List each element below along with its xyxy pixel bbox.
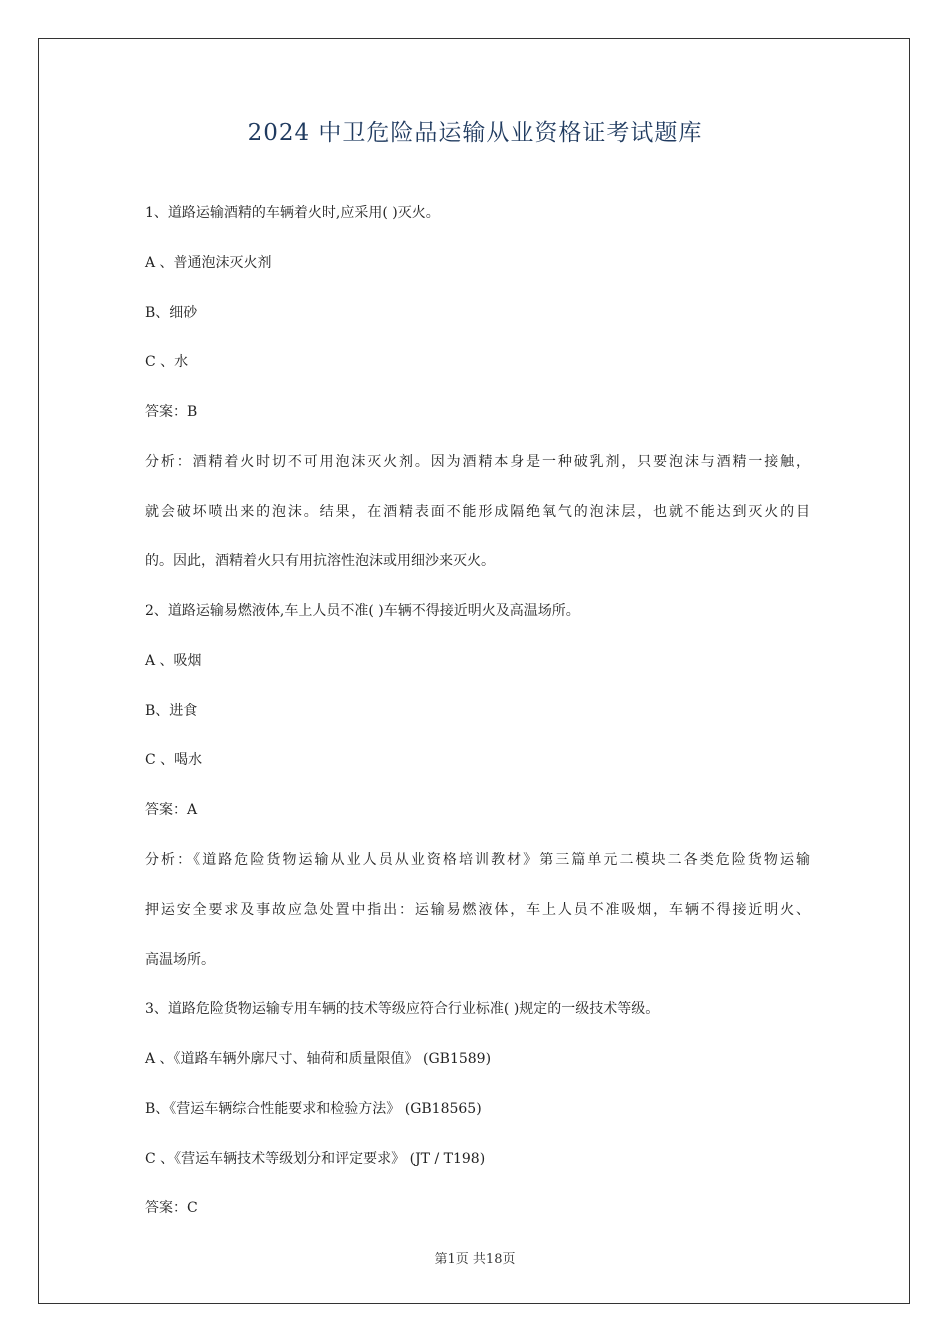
question-1-analysis-line-3: 的。因此，酒精着火只有用抗溶性泡沫或用细沙来灭火。 (145, 553, 495, 569)
question-3-answer: 答案：C (145, 1200, 198, 1216)
question-1-option-b: B、细砂 (145, 305, 198, 321)
question-2-analysis-line-3: 高温场所。 (145, 952, 215, 968)
question-2-option-a: A 、吸烟 (145, 653, 202, 669)
question-3-stem: 3、道路危险货物运输专用车辆的技术等级应符合行业标准( )规定的一级技术等级。 (145, 1001, 660, 1017)
question-2-answer: 答案：A (145, 802, 198, 818)
question-3-option-c: C 、《营运车辆技术等级划分和评定要求》 (JT / T198) (145, 1151, 486, 1167)
question-1-stem: 1、道路运输酒精的车辆着火时,应采用( )灭火。 (145, 205, 440, 221)
question-2-analysis-line-1: 分析：《道路危险货物运输从业人员从业资格培训教材》第三篇单元二模块二各类危险货物运输 (145, 852, 810, 868)
document-title: 2024 中卫危险品运输从业资格证考试题库 (247, 120, 703, 146)
page-footer: 第1页 共18页 (434, 1252, 516, 1267)
question-2-option-c: C 、喝水 (145, 752, 203, 768)
question-1-analysis-line-2: 就会破坏喷出来的泡沫。结果，在酒精表面不能形成隔绝氧气的泡沫层，也就不能达到灭火的目 (145, 504, 810, 520)
question-3-option-b: B、《营运车辆综合性能要求和检验方法》 (GB18565) (145, 1101, 482, 1117)
question-1-analysis-line-1: 分析：酒精着火时切不可用泡沫灭火剂。因为酒精本身是一种破乳剂，只要泡沫与酒精一接触， (145, 454, 810, 470)
question-2-stem: 2、道路运输易燃液体,车上人员不准( )车辆不得接近明火及高温场所。 (145, 603, 580, 619)
question-1-answer: 答案：B (145, 404, 198, 420)
question-2-analysis-line-2: 押运安全要求及事故应急处置中指出：运输易燃液体，车上人员不准吸烟，车辆不得接近明火、 (145, 902, 810, 918)
question-1-option-c: C 、水 (145, 354, 189, 370)
question-3-option-a: A 、《道路车辆外廓尺寸、轴荷和质量限值》 (GB1589) (145, 1051, 492, 1067)
question-1-option-a: A 、普通泡沫灭火剂 (145, 255, 272, 271)
question-2-option-b: B、进食 (145, 703, 198, 719)
